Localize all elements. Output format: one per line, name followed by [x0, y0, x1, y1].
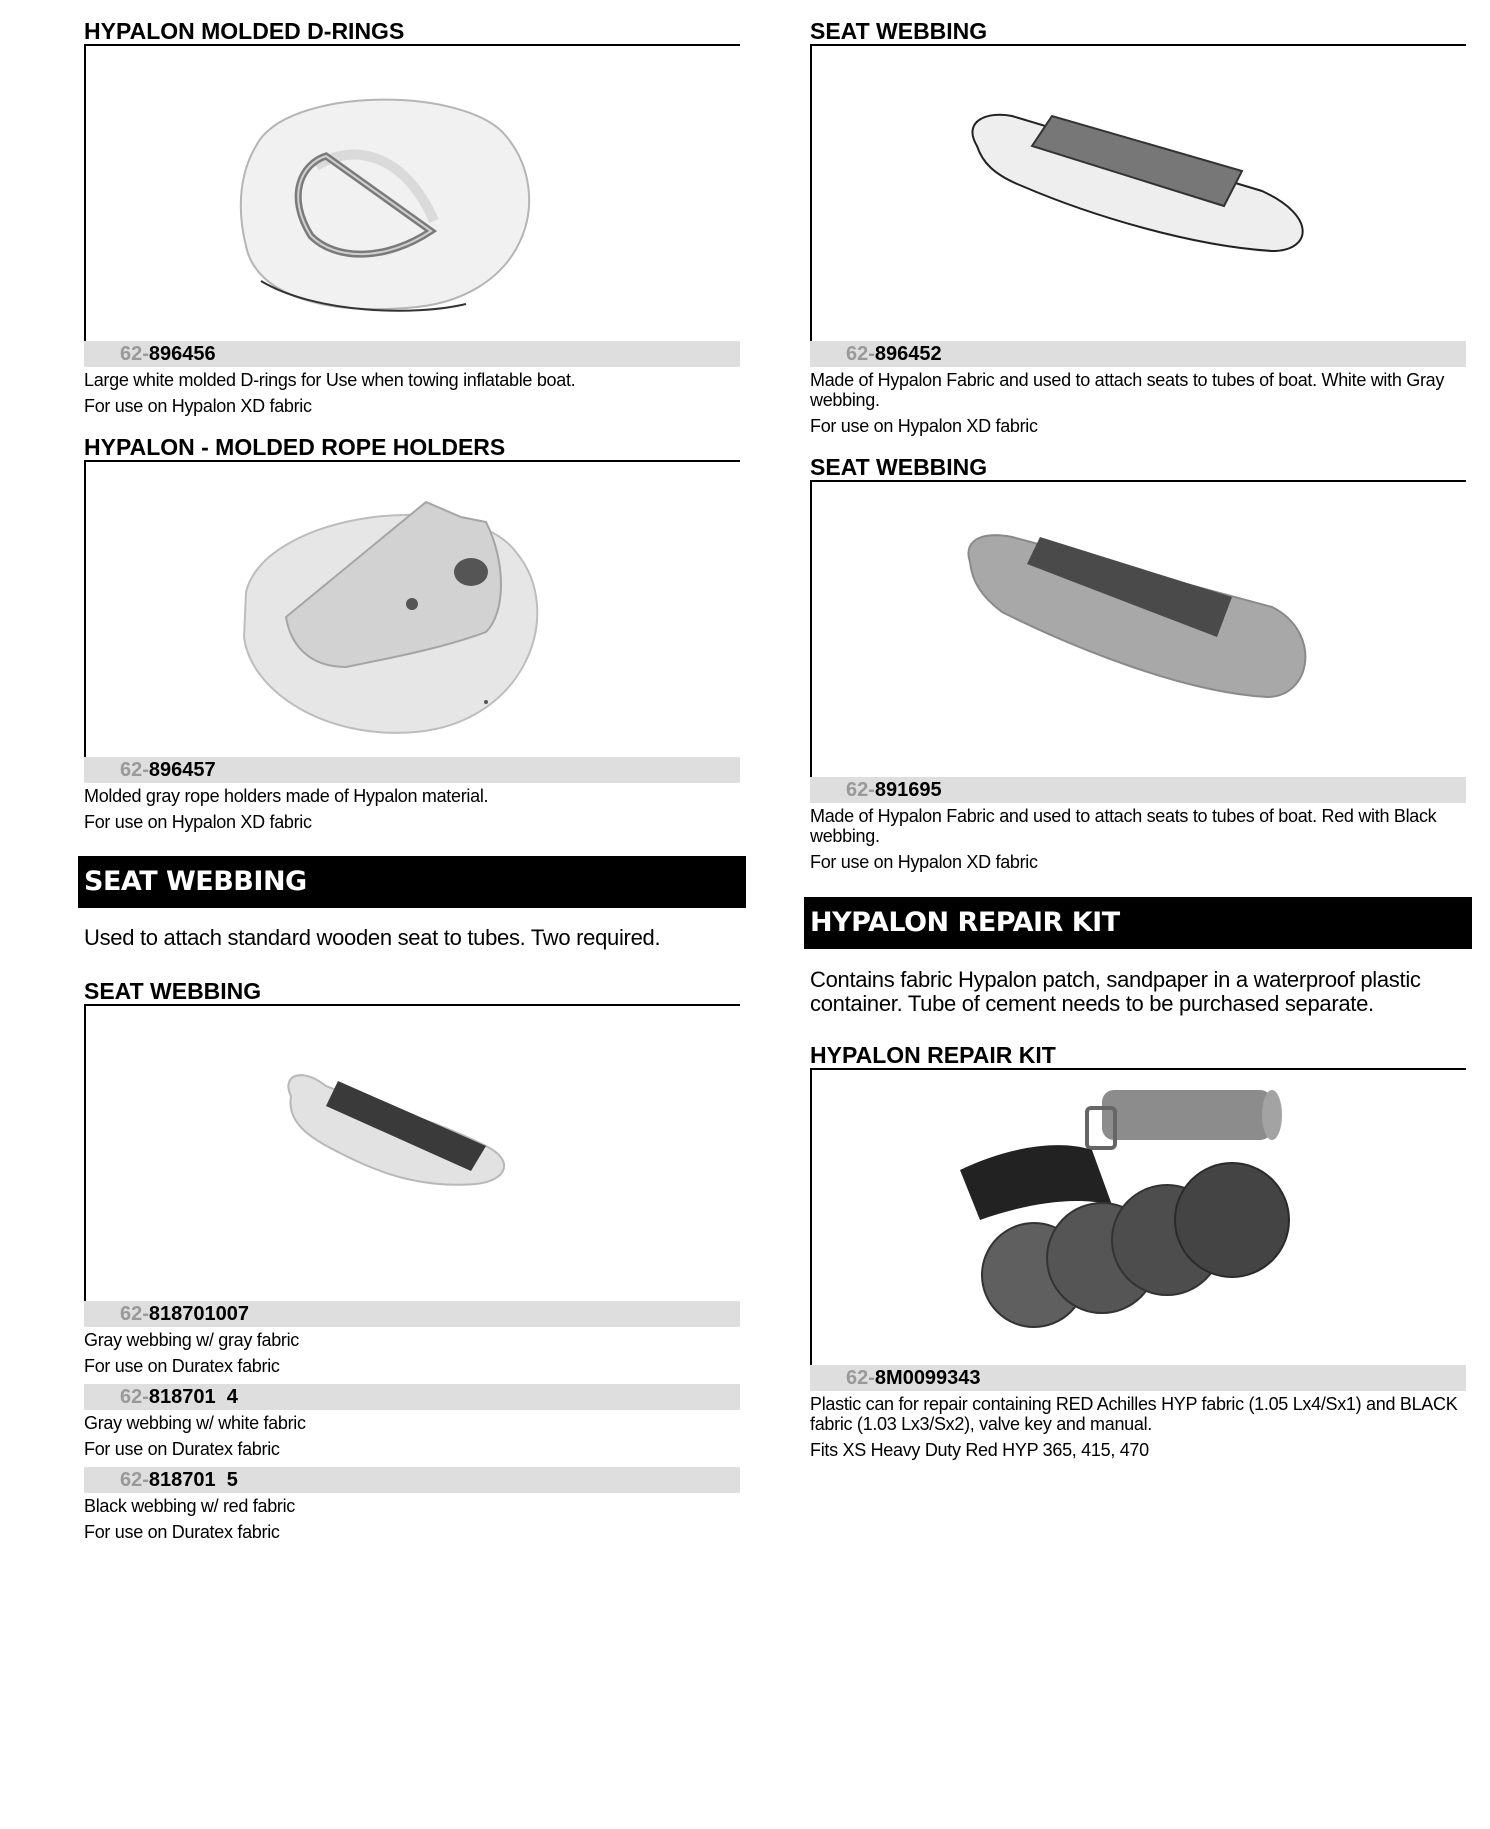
- rope-holders-description: Molded gray rope holders made of Hypalon material.: [84, 786, 489, 806]
- variant-fabric-note: For use on Duratex fabric: [84, 1439, 280, 1459]
- d-rings-image-frame: [84, 44, 740, 342]
- repair-kit-image-frame: [810, 1068, 1466, 1366]
- part-number: 62-818701 5: [120, 1469, 238, 1491]
- d-rings-title: HYPALON MOLDED D-RINGS: [84, 18, 405, 44]
- variant-description: Gray webbing w/ white fabric: [84, 1413, 306, 1433]
- rope-holders-image: [86, 462, 740, 758]
- seat-webbing-red-image-frame: [810, 480, 1466, 778]
- part-number: 62-8M0099343: [846, 1367, 981, 1389]
- seat-webbing-white-fabric-note: For use on Hypalon XD fabric: [810, 416, 1038, 436]
- d-rings-description: Large white molded D-rings for Use when towing inflatable boat.: [84, 370, 576, 390]
- seat-webbing-white-description: Made of Hypalon Fabric and used to attach seats to tubes of boat. White with Gray webbing.: [810, 370, 1445, 410]
- repair-kit-fabric-note: Fits XS Heavy Duty Red HYP 365, 415, 470: [810, 1440, 1149, 1460]
- repair-kit-image: [812, 1070, 1466, 1366]
- variant-fabric-note: For use on Duratex fabric: [84, 1356, 280, 1376]
- part-number-bar: [84, 341, 740, 367]
- part-number: 62-896456: [120, 343, 216, 365]
- rope-holders-title: HYPALON - MOLDED ROPE HOLDERS: [84, 434, 506, 460]
- repair-kit-intro: Contains fabric Hypalon patch, sandpaper in a waterproof plastic container. Tube of cement needs to be purchased separate.: [810, 967, 1421, 1016]
- part-number: 62-818701007: [120, 1303, 250, 1325]
- part-number-bar: [84, 1384, 740, 1410]
- seat-webbing-red-image: [812, 482, 1466, 778]
- seat-webbing-white-image-frame: [810, 44, 1466, 342]
- part-number: 62-896457: [120, 759, 216, 781]
- seat-webbing-red-description: Made of Hypalon Fabric and used to attach seats to tubes of boat. Red with Black webbing.: [810, 806, 1437, 846]
- repair-kit-description: Plastic can for repair containing RED Achilles HYP fabric (1.05 Lx4/Sx1) and BLACK fabric (1.03 Lx3/Sx2), valve key and manual.: [810, 1394, 1458, 1434]
- seat-webbing-title: SEAT WEBBING: [84, 978, 262, 1004]
- part-number-bar: [810, 341, 1466, 367]
- part-number-bar: [84, 1301, 740, 1327]
- seat-webbing-section-heading: SEAT WEBBING: [78, 856, 746, 908]
- variant-description: Black webbing w/ red fabric: [84, 1496, 296, 1516]
- seat-webbing-intro: Used to attach standard wooden seat to tubes. Two required.: [84, 925, 661, 950]
- repair-kit-title: HYPALON REPAIR KIT: [810, 1042, 1056, 1068]
- rope-holders-fabric-note: For use on Hypalon XD fabric: [84, 812, 312, 832]
- part-number: 62-891695: [846, 779, 942, 801]
- d-rings-image: [86, 46, 740, 342]
- d-rings-fabric-note: For use on Hypalon XD fabric: [84, 396, 312, 416]
- part-number-bar: [84, 757, 740, 783]
- part-number: 62-896452: [846, 343, 942, 365]
- repair-kit-section-heading: HYPALON REPAIR KIT: [804, 897, 1472, 949]
- part-number-bar: [810, 777, 1466, 803]
- seat-webbing-red-fabric-note: For use on Hypalon XD fabric: [810, 852, 1038, 872]
- seat-webbing-white-title: SEAT WEBBING: [810, 18, 988, 44]
- seat-webbing-white-image: [812, 46, 1466, 342]
- part-number-bar: [810, 1365, 1466, 1391]
- seat-webbing-image-frame: [84, 1004, 740, 1302]
- rope-holders-image-frame: [84, 460, 740, 758]
- variant-fabric-note: For use on Duratex fabric: [84, 1522, 280, 1542]
- seat-webbing-red-title: SEAT WEBBING: [810, 454, 988, 480]
- part-number-bar: [84, 1467, 740, 1493]
- part-number: 62-818701 4: [120, 1386, 238, 1408]
- variant-description: Gray webbing w/ gray fabric: [84, 1330, 299, 1350]
- seat-webbing-image: [86, 1006, 740, 1302]
